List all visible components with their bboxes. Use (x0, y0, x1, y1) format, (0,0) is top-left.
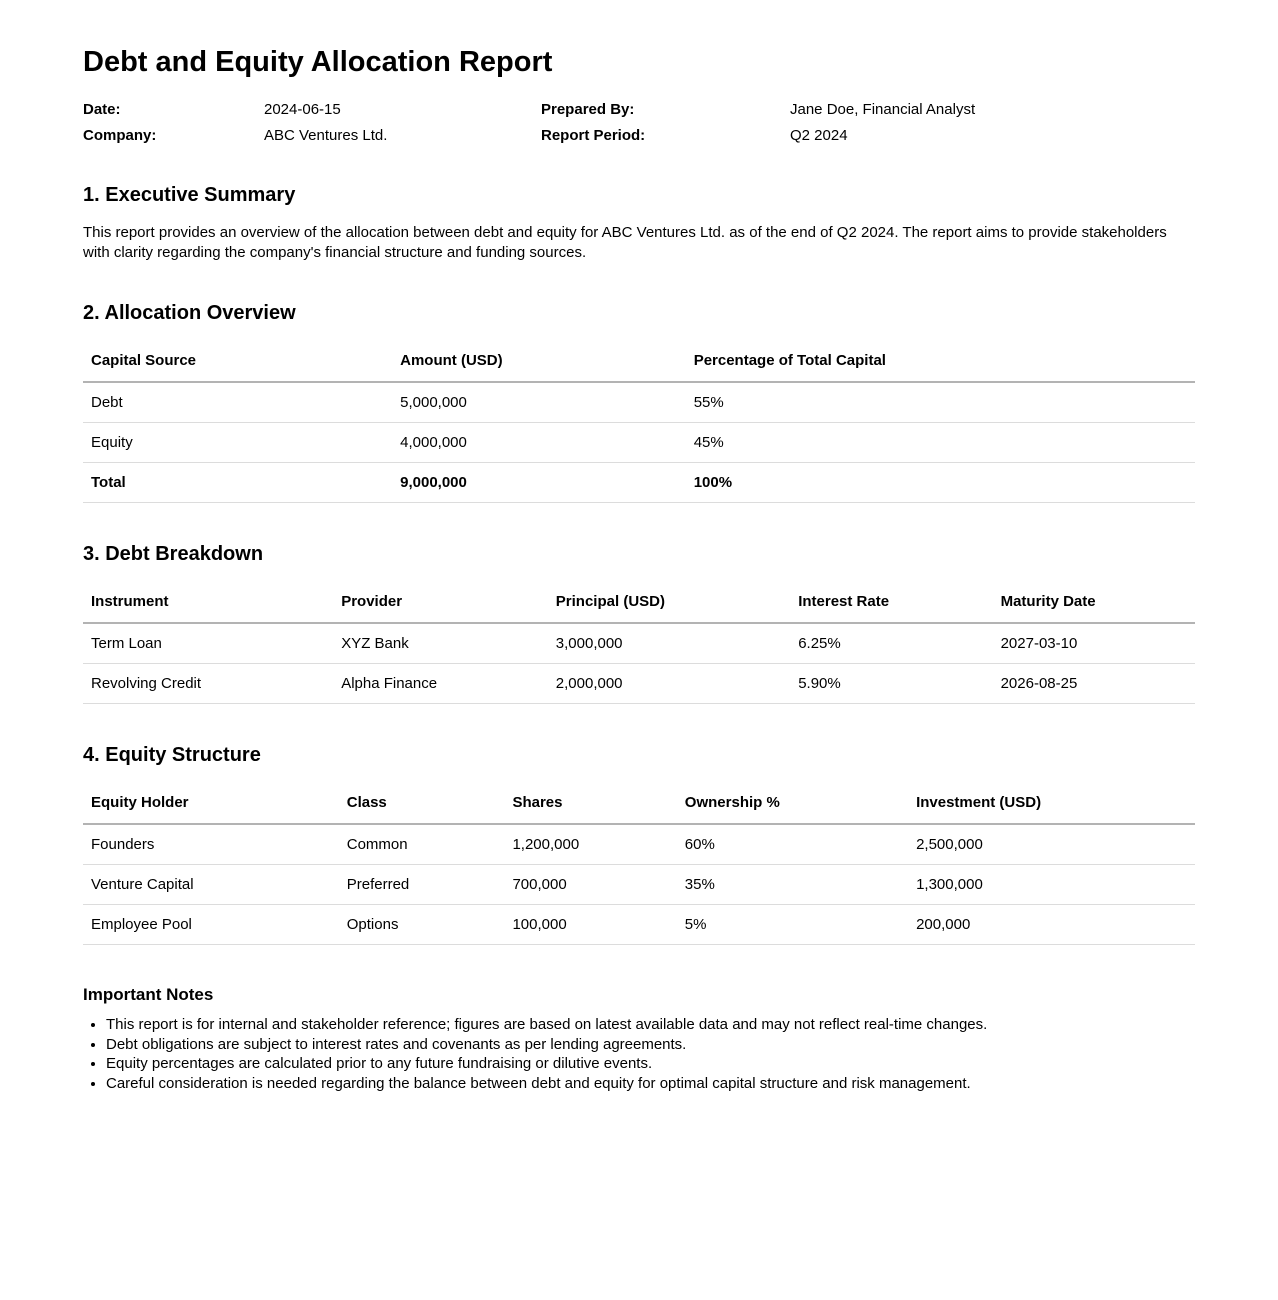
table-row (83, 623, 1195, 664)
table-header-row (83, 783, 1195, 824)
table-cell: 35% (677, 865, 908, 905)
table-row (83, 905, 1195, 945)
table-cell: 100% (686, 463, 1195, 503)
table-cell: Revolving Credit (83, 664, 333, 704)
table-cell: Debt (83, 382, 392, 423)
column-header: Amount (USD) (392, 341, 686, 382)
note-item: • Equity percentages are calculated prior to any future fundraising or dilutive events. (106, 1054, 1195, 1074)
note-item: • Careful consideration is needed regarding the balance between debt and equity for optimal capital structure and risk management. (106, 1074, 1195, 1094)
note-item: • This report is for internal and stakeholder reference; figures are based on latest available data and may not reflect real-time changes. (106, 1015, 1195, 1035)
date-value: 2024-06-15 (264, 101, 341, 118)
table-cell: 100,000 (504, 905, 676, 945)
table-row (83, 664, 1195, 704)
prepared-by-label: Prepared By: (541, 101, 635, 118)
allocation-overview-table (83, 341, 1195, 503)
section-equity-structure (83, 744, 1195, 945)
date-label: Date: (83, 101, 121, 118)
column-header: Principal (USD) (548, 582, 790, 623)
debt-breakdown-table (83, 582, 1195, 704)
table-cell: 4,000,000 (392, 423, 686, 463)
table-cell: Alpha Finance (333, 664, 548, 704)
column-header: Instrument (83, 582, 333, 623)
table-row (83, 865, 1195, 905)
table-cell: 60% (677, 824, 908, 865)
table-cell: 200,000 (908, 905, 1195, 945)
table-cell: Options (339, 905, 505, 945)
column-header: Maturity Date (993, 582, 1195, 623)
column-header: Provider (333, 582, 548, 623)
table-cell: 45% (686, 423, 1195, 463)
table-cell: XYZ Bank (333, 623, 548, 664)
column-header: Class (339, 783, 505, 824)
report-period-value: Q2 2024 (790, 127, 848, 144)
equity-structure-heading: 4. Equity Structure (83, 744, 261, 766)
page-title: Debt and Equity Allocation Report (83, 46, 553, 78)
section-important-notes (83, 985, 1195, 1093)
table-row (83, 824, 1195, 865)
table-cell: 2026-08-25 (993, 664, 1195, 704)
important-notes-heading: Important Notes (83, 985, 214, 1004)
equity-structure-table (83, 783, 1195, 945)
table-cell: Total (83, 463, 392, 503)
important-notes-list (83, 1015, 1195, 1093)
table-cell: 6.25% (790, 623, 992, 664)
table-cell: 9,000,000 (392, 463, 686, 503)
section-executive-summary (83, 184, 1195, 262)
report-meta (83, 101, 1195, 144)
allocation-overview-heading: 2. Allocation Overview (83, 302, 296, 324)
table-cell: 5,000,000 (392, 382, 686, 423)
report-page (83, 0, 1195, 1093)
prepared-by-value: Jane Doe, Financial Analyst (790, 101, 976, 118)
table-cell: 2,000,000 (548, 664, 790, 704)
table-cell: Equity (83, 423, 392, 463)
table-cell: Term Loan (83, 623, 333, 664)
column-header: Shares (504, 783, 676, 824)
table-row (83, 423, 1195, 463)
executive-summary-heading: 1. Executive Summary (83, 184, 296, 206)
report-period-label: Report Period: (541, 127, 646, 144)
table-row (83, 382, 1195, 423)
company-label: Company: (83, 127, 157, 144)
table-cell: 2,500,000 (908, 824, 1195, 865)
table-cell: 5% (677, 905, 908, 945)
table-cell: 2027-03-10 (993, 623, 1195, 664)
table-cell: 5.90% (790, 664, 992, 704)
company-value: ABC Ventures Ltd. (264, 127, 388, 144)
table-cell: 55% (686, 382, 1195, 423)
table-cell: Preferred (339, 865, 505, 905)
column-header: Equity Holder (83, 783, 339, 824)
column-header: Ownership % (677, 783, 908, 824)
section-debt-breakdown (83, 543, 1195, 704)
table-header-row (83, 341, 1195, 382)
note-item: • Debt obligations are subject to interest rates and covenants as per lending agreements. (106, 1035, 1195, 1055)
table-cell: 3,000,000 (548, 623, 790, 664)
table-cell: Venture Capital (83, 865, 339, 905)
table-row (83, 463, 1195, 503)
column-header: Percentage of Total Capital (686, 341, 1195, 382)
table-cell: Common (339, 824, 505, 865)
table-cell: Founders (83, 824, 339, 865)
table-cell: 700,000 (504, 865, 676, 905)
column-header: Investment (USD) (908, 783, 1195, 824)
table-cell: Employee Pool (83, 905, 339, 945)
section-allocation-overview (83, 302, 1195, 503)
table-cell: 1,300,000 (908, 865, 1195, 905)
column-header: Interest Rate (790, 582, 992, 623)
debt-breakdown-heading: 3. Debt Breakdown (83, 543, 264, 565)
table-cell: 1,200,000 (504, 824, 676, 865)
table-header-row (83, 582, 1195, 623)
executive-summary-text: This report provides an overview of the allocation between debt and equity for ABC Ventures Ltd. as of the end of Q2 2024. The report aims to provide stakeholders with clarity regarding the company's financial structure and funding sources. (83, 224, 1167, 261)
column-header: Capital Source (83, 341, 392, 382)
